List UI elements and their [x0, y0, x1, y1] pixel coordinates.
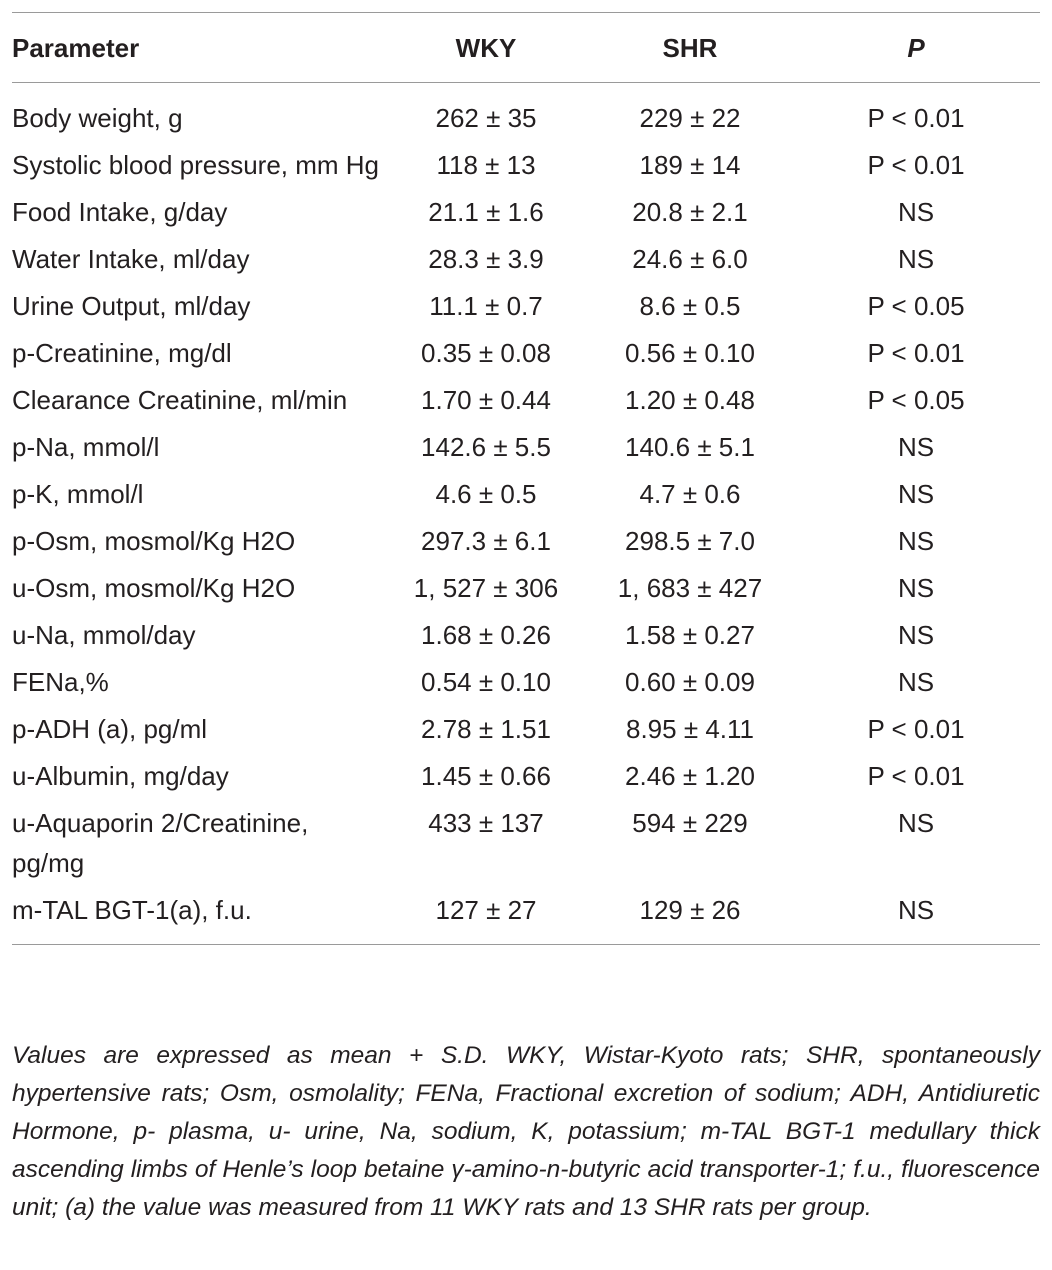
cell-wky: 2.78 ± 1.51 — [421, 714, 551, 744]
table-row — [12, 800, 1040, 887]
cell-shr: 298.5 ± 7.0 — [625, 526, 755, 556]
table-body — [12, 83, 1040, 945]
cell-parameter: u-Aquaporin 2/Creatinine, pg/mg — [12, 808, 309, 878]
table-row — [12, 565, 1040, 612]
cell-wky: 1.70 ± 0.44 — [421, 385, 551, 415]
cell-p: P < 0.05 — [867, 385, 965, 415]
cell-parameter: Systolic blood pressure, mm Hg — [12, 150, 380, 180]
cell-shr: 0.60 ± 0.09 — [625, 667, 755, 697]
cell-wky: 0.54 ± 0.10 — [421, 667, 551, 697]
cell-p: P < 0.01 — [867, 714, 965, 744]
cell-parameter: Urine Output, ml/day — [12, 291, 251, 321]
cell-p: NS — [897, 479, 935, 509]
cell-p: P < 0.01 — [867, 761, 965, 791]
cell-shr: 1.58 ± 0.27 — [625, 620, 755, 650]
cell-shr: 24.6 ± 6.0 — [632, 244, 748, 274]
cell-wky: 297.3 ± 6.1 — [421, 526, 551, 556]
cell-parameter: p-Na, mmol/l — [12, 432, 160, 462]
header-parameter: Parameter — [12, 32, 140, 63]
cell-p: NS — [897, 526, 935, 556]
cell-parameter: p-Creatinine, mg/dl — [12, 338, 232, 368]
cell-p: NS — [897, 432, 935, 462]
cell-p: P < 0.05 — [867, 291, 965, 321]
cell-wky: 1.68 ± 0.26 — [421, 620, 551, 650]
cell-wky: 0.35 ± 0.08 — [421, 338, 551, 368]
cell-p: P < 0.01 — [867, 150, 965, 180]
cell-wky: 127 ± 27 — [435, 895, 537, 925]
cell-shr: 229 ± 22 — [639, 103, 741, 133]
table-row — [12, 706, 1040, 753]
cell-wky: 11.1 ± 0.7 — [429, 291, 543, 321]
cell-p: NS — [897, 244, 935, 274]
cell-wky: 28.3 ± 3.9 — [428, 244, 544, 274]
cell-parameter: p-Osm, mosmol/Kg H2O — [12, 526, 296, 556]
cell-parameter: u-Na, mmol/day — [12, 620, 196, 650]
header-wky: WKY — [455, 32, 517, 63]
cell-p: NS — [897, 573, 935, 603]
cell-p: NS — [897, 667, 935, 697]
cell-shr: 4.7 ± 0.6 — [639, 479, 741, 509]
cell-parameter: p-K, mmol/l — [12, 479, 144, 509]
cell-shr: 20.8 ± 2.1 — [632, 197, 748, 227]
header-row — [12, 13, 1040, 83]
table-row — [12, 283, 1040, 330]
table-row — [12, 189, 1040, 236]
table-row — [12, 83, 1040, 143]
table-row — [12, 659, 1040, 706]
cell-p: NS — [897, 620, 935, 650]
cell-p: P < 0.01 — [867, 338, 965, 368]
table-row — [12, 887, 1040, 945]
cell-parameter: u-Albumin, mg/day — [12, 761, 229, 791]
cell-shr: 0.56 ± 0.10 — [625, 338, 755, 368]
table-row — [12, 753, 1040, 800]
table-row — [12, 377, 1040, 424]
cell-parameter: FENa,% — [12, 667, 109, 697]
cell-parameter: Clearance Creatinine, ml/min — [12, 385, 348, 415]
table-row — [12, 471, 1040, 518]
table-row — [12, 236, 1040, 283]
cell-shr: 1.20 ± 0.48 — [625, 385, 755, 415]
cell-shr: 8.95 ± 4.11 — [626, 714, 754, 744]
cell-parameter: m-TAL BGT-1(a), f.u. — [12, 895, 252, 925]
cell-shr: 2.46 ± 1.20 — [625, 761, 755, 791]
table-row — [12, 142, 1040, 189]
cell-p: NS — [897, 808, 935, 838]
table-header — [12, 13, 1040, 83]
header-shr: SHR — [662, 32, 718, 63]
table-row — [12, 424, 1040, 471]
cell-wky: 433 ± 137 — [428, 808, 544, 838]
cell-parameter: Water Intake, ml/day — [12, 244, 250, 274]
cell-p: NS — [897, 197, 935, 227]
cell-wky: 118 ± 13 — [436, 150, 536, 180]
cell-parameter: Body weight, g — [12, 103, 183, 133]
cell-parameter: Food Intake, g/day — [12, 197, 228, 227]
cell-wky: 262 ± 35 — [435, 103, 537, 133]
cell-shr: 140.6 ± 5.1 — [625, 432, 755, 462]
cell-wky: 142.6 ± 5.5 — [421, 432, 551, 462]
cell-shr: 8.6 ± 0.5 — [639, 291, 741, 321]
cell-shr: 1, 683 ± 427 — [617, 573, 763, 603]
cell-wky: 1, 527 ± 306 — [413, 573, 559, 603]
cell-shr: 594 ± 229 — [632, 808, 748, 838]
header-p: P — [907, 32, 925, 63]
cell-shr: 189 ± 14 — [639, 150, 741, 180]
cell-parameter: u-Osm, mosmol/Kg H2O — [12, 573, 296, 603]
table-footnote: Values are expressed as mean + S.D. WKY, Wistar-Kyoto rats; SHR, spontaneously hypertensive rats; Osm, osmolality; FENa, Fractional excretion of sodium; ADH, Antidiuretic Hormone, p- plasma, u- urine, Na, sodium, K, potassium; m-TAL BGT-1 medullary thick ascending limbs of Henle’s loop betaine γ-amino-n-butyric acid transporter-1; f.u., fluorescence unit; (a) the value was measured from 11 WKY rats and 13 SHR rats per group. — [12, 1042, 1040, 1221]
cell-shr: 129 ± 26 — [639, 895, 741, 925]
table-row — [12, 330, 1040, 377]
cell-wky: 21.1 ± 1.6 — [428, 197, 544, 227]
cell-wky: 1.45 ± 0.66 — [421, 761, 551, 791]
cell-p: NS — [897, 895, 935, 925]
cell-wky: 4.6 ± 0.5 — [435, 479, 537, 509]
cell-parameter: p-ADH (a), pg/ml — [12, 714, 208, 744]
table-row — [12, 518, 1040, 565]
data-table — [12, 12, 1040, 945]
table-row — [12, 612, 1040, 659]
cell-p: P < 0.01 — [867, 103, 965, 133]
